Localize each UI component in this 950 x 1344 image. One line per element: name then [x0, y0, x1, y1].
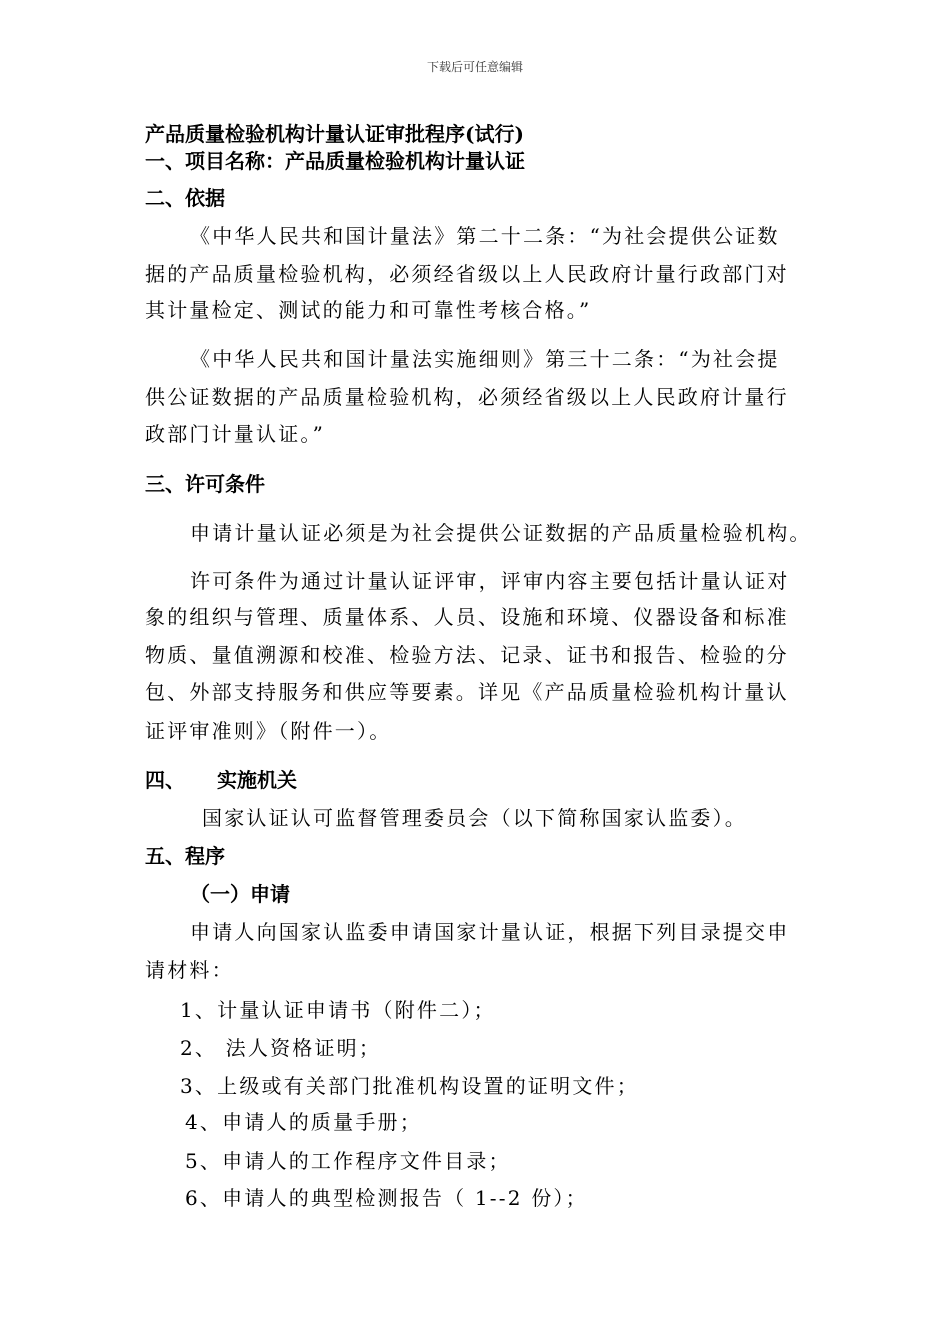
page-header: 下载后可任意编辑: [426, 60, 523, 74]
list-item: 2、 法人资格证明；: [180, 1036, 382, 1060]
list-item: 6、申请人的典型检测报告（ 1--2 份）；: [185, 1186, 588, 1210]
subsection-heading: （一）申请: [190, 882, 290, 906]
paragraph-line: 国家认证认可监督管理委员会（以下简称国家认监委）。: [202, 806, 747, 830]
paragraph-line: 供公证数据的产品质量检验机构，必须经省级以上人民政府计量行: [145, 385, 789, 409]
section-4-heading: [145, 764, 297, 793]
list-item: 4、申请人的质量手册；: [185, 1110, 422, 1134]
paragraph-line: 包、外部支持服务和供应等要素。详见《产品质量检验机构计量认: [145, 680, 789, 704]
section-2-heading: 二、依据: [145, 186, 225, 210]
section-5-heading: 五、程序: [145, 844, 225, 868]
paragraph-line: 政部门计量认证。”: [145, 422, 326, 446]
section-3-heading: 三、许可条件: [145, 472, 265, 496]
paragraph-line: 请材料：: [145, 958, 234, 982]
paragraph-line: 证评审准则》（附件一）。: [145, 719, 392, 743]
list-item: 5、申请人的工作程序文件目录；: [185, 1149, 511, 1173]
paragraph-line: 许可条件为通过计量认证评审，评审内容主要包括计量认证对: [190, 569, 790, 593]
paragraph-line: 申请计量认证必须是为社会提供公证数据的产品质量检验机构。: [190, 521, 812, 545]
document-title: 产品质量检验机构计量认证审批程序(试行): [145, 122, 524, 146]
paragraph-line: 其计量检定、测试的能力和可靠性考核合格。”: [145, 298, 592, 322]
paragraph-line: 申请人向国家认监委申请国家计量认证，根据下列目录提交申: [190, 920, 790, 944]
paragraph-line: 物质、量值溯源和校准、检验方法、记录、证书和报告、检验的分: [145, 643, 789, 667]
list-item: 3、上级或有关部门批准机构设置的证明文件；: [180, 1074, 639, 1098]
section-4-number: 四、: [145, 768, 185, 792]
paragraph-line: 据的产品质量检验机构，必须经省级以上人民政府计量行政部门对: [145, 262, 789, 286]
section-4-title: 实施机关: [217, 768, 297, 792]
section-1-heading: 一、项目名称：产品质量检验机构计量认证: [145, 149, 525, 173]
paragraph-line: 象的组织与管理、质量体系、人员、设施和环境、仪器设备和标准: [145, 605, 789, 629]
paragraph-line: 《中华人民共和国计量法》第二十二条：“为社会提供公证数: [190, 224, 780, 248]
list-item: 1、计量认证申请书（附件二）；: [180, 998, 496, 1022]
paragraph-line: 《中华人民共和国计量法实施细则》第三十二条：“为社会提: [190, 347, 780, 371]
